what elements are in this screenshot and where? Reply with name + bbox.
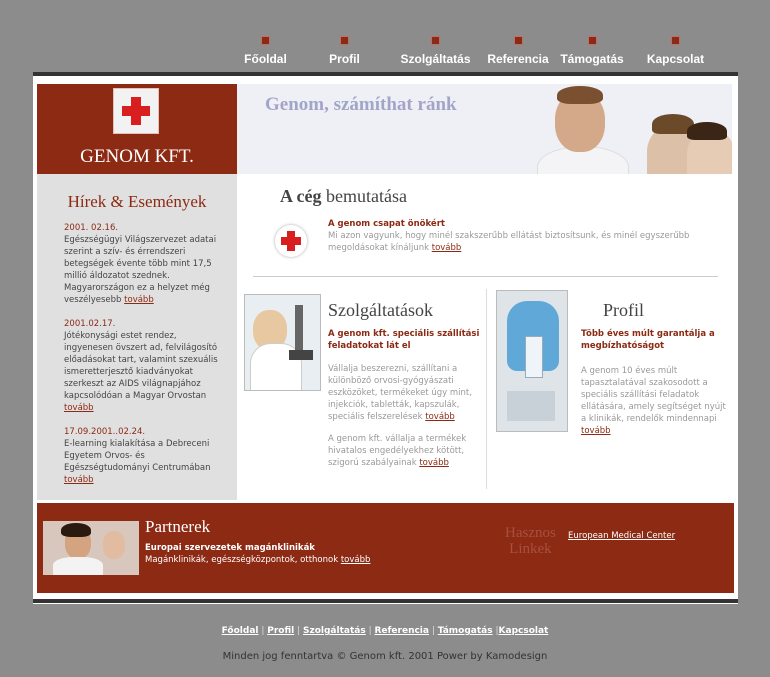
nav-kapcsolat[interactable]: Kapcsolat: [638, 32, 713, 66]
frame-bottom-border: [33, 599, 738, 603]
news-item: [64, 426, 224, 486]
copyright: Minden jog fenntartva © Genom kft. 2001 Power by Kamodesign: [222, 651, 548, 662]
header-banner: [237, 84, 732, 174]
nav-szolgaltatas[interactable]: Szolgáltatás: [398, 32, 473, 66]
news-sidebar: [37, 174, 237, 500]
partners-more-link[interactable]: tovább: [340, 555, 371, 565]
profile-subtitle: Több éves múlt garantálja a megbízhatóságot: [581, 329, 715, 351]
news-text: Jótékonysági estet rendez, ingyenesen övszert ad, felvilágosító előadásokat tart, valamint szexuális ismeretterjesztő kiadványokat szerkeszt az AIDS világnapjához kapcsolódóan a Magyar Orvostan: [64, 331, 218, 401]
partners-text: Magánklinikák, egészségközpontok, otthonok tovább: [145, 555, 371, 565]
bullet-icon: [671, 36, 680, 45]
footer-link-tamogatas[interactable]: Támogatás: [437, 626, 493, 636]
footer-link-profil[interactable]: Profil: [267, 626, 295, 636]
nav-referencia[interactable]: Referencia: [483, 32, 553, 66]
news-date: 2001. 02.16.: [64, 223, 119, 233]
footer-nav: Főoldal | Profil | Szolgáltatás | Referencia | Támogatás |Kapcsolat: [221, 626, 549, 636]
nav-profil[interactable]: Profil: [322, 32, 367, 66]
services-text: A genom kft. vállalja a termékek hivatalos engedélyekhez kötött, szigorú szabályainak tovább: [328, 434, 467, 468]
bullet-icon: [340, 36, 349, 45]
intro-more-link[interactable]: tovább: [431, 243, 462, 253]
news-item: [64, 318, 224, 414]
news-text: E-learning kialakítása a Debreceni Egyetem Orvos- és Egészségtudományi Centrumában: [64, 439, 211, 473]
logo[interactable]: [37, 84, 237, 174]
vial-photo: [496, 290, 568, 432]
red-cross-icon: [113, 88, 159, 134]
profile-text: A genom 10 éves múlt tapasztalatával szakosodott a speciális szállítási feladatok ellátására, amely segítséget nyújt a klinikák, rendelők mindennapi tovább: [581, 366, 726, 436]
partner-photo: [43, 521, 139, 575]
profile-title: Profil: [603, 300, 645, 320]
news-item: [64, 222, 224, 306]
news-more-link[interactable]: tovább: [64, 403, 94, 413]
external-link[interactable]: European Medical Center: [568, 531, 676, 541]
bullet-icon: [514, 36, 523, 45]
services-title: Szolgáltatások: [328, 300, 433, 320]
news-date: 17.09.2001..02.24.: [64, 427, 146, 437]
slogan: Genom, számíthat ránk: [265, 94, 457, 115]
useful-links-title: Hasznos Linkek: [505, 525, 556, 557]
news-date: 2001.02.17.: [64, 319, 116, 329]
services-text: Vállalja beszerezni, szállítani a különböző orvosi-gyógyászati eszközöket, termékeket úgy mint, injekciók, tabletták, kapszulák, speciális felszerelések tovább: [328, 364, 472, 422]
intro-subtitle: A genom csapat önökért: [328, 219, 445, 229]
company-name: GENOM KFT.: [80, 146, 194, 167]
divider: [253, 276, 718, 277]
lab-photo: [244, 294, 321, 391]
intro-text: Mi azon vagyunk, hogy minél szakszerűbb ellátást biztosítsunk, és minél egyszerűbb megoldásokat kínáljunk tovább: [328, 231, 690, 253]
partners-band: [37, 503, 734, 593]
doctors-photo: [507, 84, 732, 174]
footer-link-szolgaltatas[interactable]: Szolgáltatás: [303, 626, 366, 636]
news-more-link[interactable]: tovább: [64, 475, 94, 485]
news-title: Hírek & Események: [67, 192, 207, 211]
main-nav: [230, 32, 730, 72]
services-more-link[interactable]: tovább: [425, 412, 455, 422]
bullet-icon: [588, 36, 597, 45]
services-more-link[interactable]: tovább: [419, 458, 449, 468]
partners-subtitle: Europai szervezetek magánklinikák: [145, 543, 315, 553]
news-text: Egészségügyi Világszervezet adatai szerint a szív- és érrendszeri betegségek évente több mint 17,5 millió áldozatot szednek. Magyarországon ez a helyzet még veszélyesebb: [64, 235, 217, 305]
intro-title: A cég bemutatása: [280, 186, 407, 206]
footer-link-referencia[interactable]: Referencia: [374, 626, 429, 636]
services-subtitle: A genom kft. speciális szállítási feladatokat lát el: [328, 329, 480, 351]
footer-link-kapcsolat[interactable]: Kapcsolat: [498, 626, 549, 636]
nav-fooldal[interactable]: Főoldal: [238, 32, 293, 66]
divider: [486, 289, 487, 489]
red-cross-icon: [275, 225, 307, 257]
partners-title: Partnerek: [145, 517, 211, 536]
frame-top-border: [33, 72, 738, 76]
profile-more-link[interactable]: tovább: [581, 426, 611, 436]
bullet-icon: [431, 36, 440, 45]
bullet-icon: [261, 36, 270, 45]
footer-link-fooldal[interactable]: Főoldal: [221, 626, 259, 636]
nav-tamogatas[interactable]: Támogatás: [557, 32, 627, 66]
news-more-link[interactable]: tovább: [124, 295, 154, 305]
